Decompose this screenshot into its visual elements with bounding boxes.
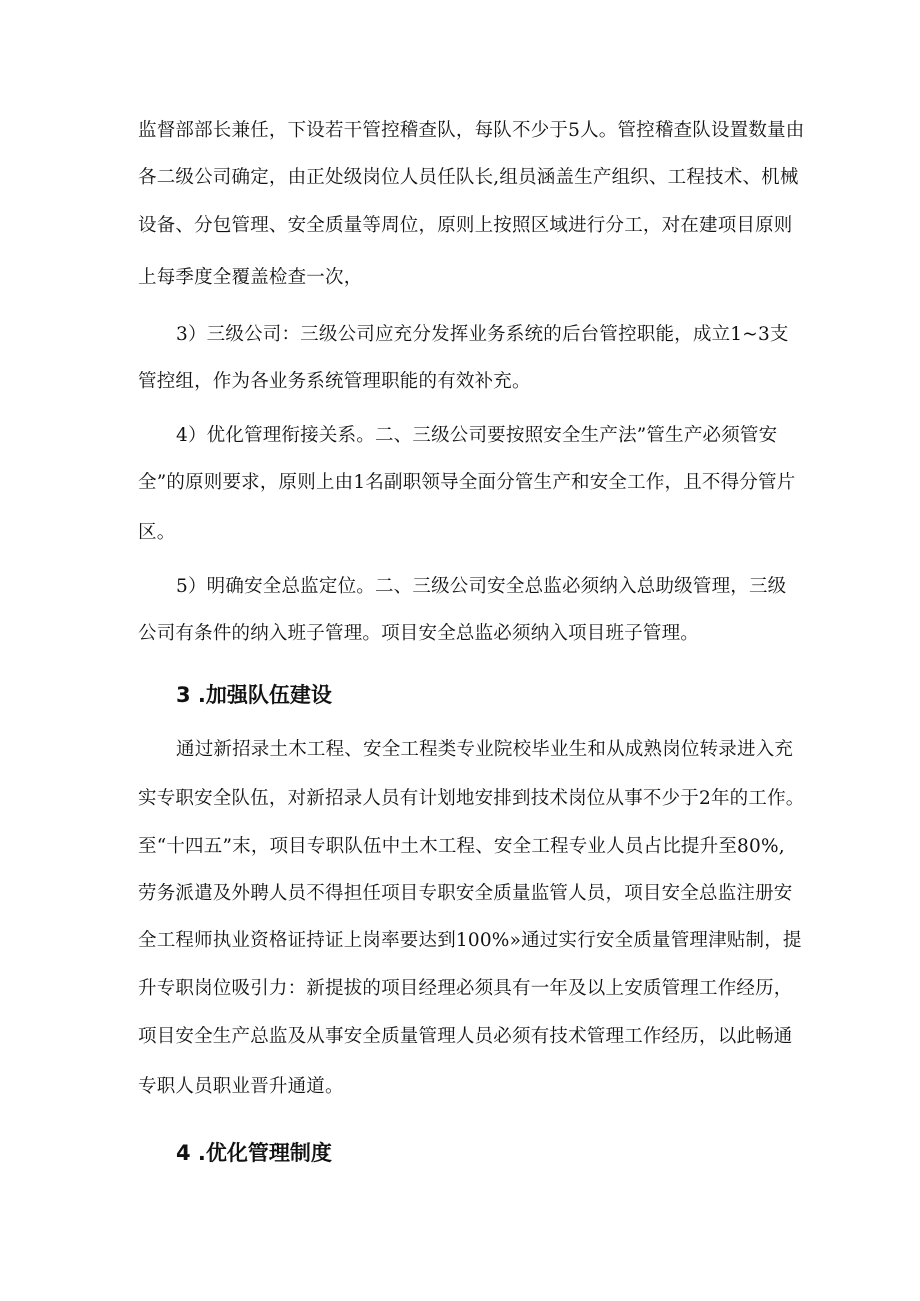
paragraph-line: 设备、分包管理、安全质量等周位，原则上按照区域进行分工，对在建项目原则 (138, 215, 793, 236)
paragraph-line: 监督部部长兼任，下设若干管控稽查队，每队不少于5人。管控稽查队设置数量由 (138, 120, 805, 141)
paragraph-line: 3）三级公司：三级公司应充分发挥业务系统的后台管控职能，成立1~3支 (176, 324, 789, 345)
paragraph-line: 区。 (138, 522, 176, 543)
paragraph-line: 全”的原则要求，原则上由1名副职领导全面分管生产和安全工作，且不得分管片 (138, 472, 796, 493)
paragraph-line: 升专职岗位吸引力：新提拔的项目经理必须具有一年及以上安质管理工作经历， (138, 978, 793, 999)
paragraph-line: 至“十四五”末，项目专职队伍中土木工程、安全工程专业人员占比提升至80%, (138, 836, 785, 857)
paragraph-line: 实专职安全队伍，对新招录人员有计划地安排到技术岗位从事不少于2年的工作。 (138, 788, 805, 809)
paragraph-line: 各二级公司确定，由正处级岗位人员任队长,组员涵盖生产组织、工程技术、机械 (138, 167, 799, 188)
paragraph-line: 劳务派遣及外聘人员不得担任项目专职安全质量监管人员，项目安全总监注册安 (138, 883, 793, 904)
paragraph-line: 公司有条件的纳入班子管理。项目安全总监必须纳入项目班子管理。 (138, 623, 700, 644)
paragraph-line: 通过新招录土木工程、安全工程类专业院校毕业生和从成熟岗位转录进入充 (176, 739, 794, 760)
section-heading: 3 .加强队伍建设 (176, 683, 332, 707)
paragraph-line: 专职人员职业晋升通道。 (138, 1076, 344, 1097)
paragraph-line: 4）优化管理衔接关系。二、三级公司要按照安全生产法”管生产必须管安 (176, 425, 778, 446)
paragraph-line: 管控组，作为各业务系统管理职能的有效补充。 (138, 371, 531, 392)
section-heading: 4 .优化管理制度 (176, 1141, 332, 1165)
paragraph-line: 全工程师执业资格证持证上岗率要达到100%»通过实行安全质量管理津贴制，提 (138, 930, 802, 951)
paragraph-line: 项目安全生产总监及从事安全质量管理人员必须有技术管理工作经历，以此畅通 (138, 1026, 793, 1047)
paragraph-line: 5）明确安全总监定位。二、三级公司安全总监必须纳入总助级管理，三级 (176, 576, 787, 597)
paragraph-line: 上每季度全覆盖检查一次， (138, 267, 363, 288)
